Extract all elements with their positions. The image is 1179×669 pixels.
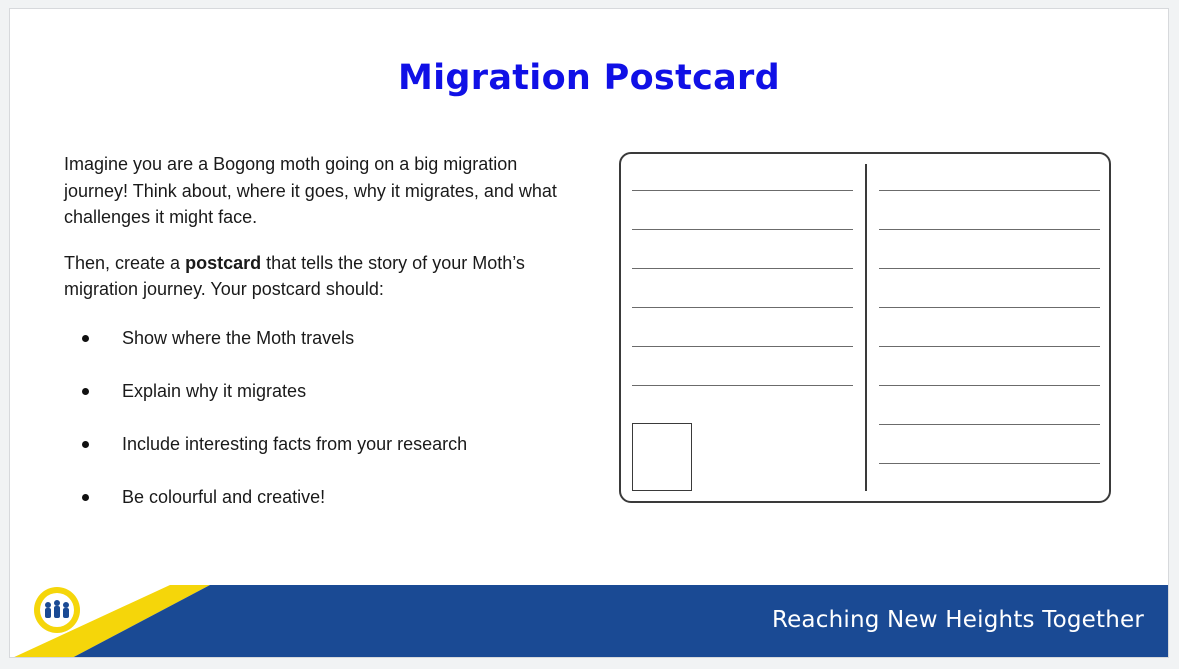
postcard-line	[632, 229, 853, 230]
postcard-line	[879, 463, 1100, 464]
postcard-illustration	[619, 152, 1111, 503]
bullet-icon	[82, 388, 89, 395]
list-item: Be colourful and creative!	[64, 484, 584, 537]
list-item: Explain why it migrates	[64, 378, 584, 431]
postcard-line	[632, 385, 853, 386]
footer-tagline: Reaching New Heights Together	[771, 607, 1144, 633]
postcard-line	[879, 268, 1100, 269]
instructions	[64, 151, 584, 507]
task-paragraph: Then, create a postcard that tells the story of your Moth’s migration journey. Your postcard should:	[64, 252, 525, 299]
slide	[9, 8, 1169, 658]
intro-paragraph: Imagine you are a Bogong moth going on a big migration journey! Think about, where it goes, why it migrates, and what challenges it might face.	[64, 154, 557, 227]
postcard-line	[879, 190, 1100, 191]
postcard-line	[632, 268, 853, 269]
slide-title: Migration Postcard	[398, 58, 780, 98]
postcard-line	[879, 229, 1100, 230]
bullet-icon	[82, 335, 89, 342]
postcard-emphasis: postcard	[185, 252, 262, 273]
postcard-line	[632, 307, 853, 308]
requirements-list	[64, 325, 584, 537]
postcard-line	[879, 424, 1100, 425]
postcard-line	[879, 346, 1100, 347]
school-logo-icon	[33, 586, 81, 634]
postcard-line	[879, 385, 1100, 386]
postcard-line	[632, 190, 853, 191]
list-item: Show where the Moth travels	[64, 325, 584, 378]
bullet-icon	[82, 441, 89, 448]
postcard-line	[879, 307, 1100, 308]
postcard-divider	[865, 164, 867, 491]
list-item: Include interesting facts from your research	[64, 431, 584, 484]
stamp-box	[632, 423, 692, 491]
bullet-icon	[82, 494, 89, 501]
postcard-line	[632, 346, 853, 347]
